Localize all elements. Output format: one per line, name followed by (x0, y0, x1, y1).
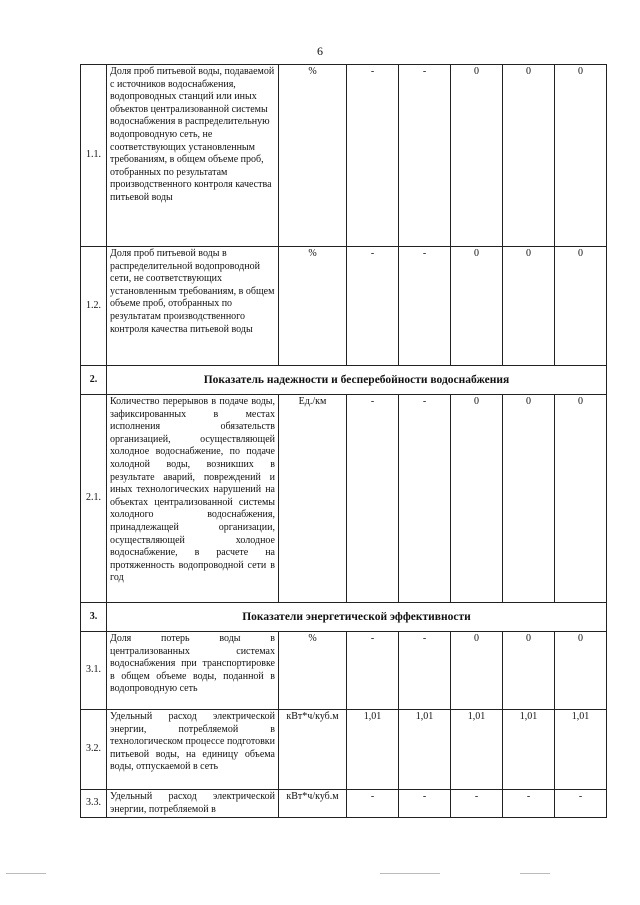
value-cell: 0 (503, 65, 555, 247)
row-number: 3.1. (81, 632, 107, 710)
row-number: 3.3. (81, 790, 107, 818)
value-cell: 1,01 (399, 710, 451, 790)
indicator-name: Количество перерывов в подаче воды, зафиксированных в местах исполнения обязательств организацией, осуществляющей холодное водоснабжение, по подаче холодной воды, возникших в результате аварий, повреждений и иных технологических нарушений на объектах централизованной системы холодного водоснабжения, принадлежащей организации, осуществляющей холодное водоснабжение, в расчете на протяженность водопроводной сети в год (107, 395, 279, 603)
section-title: Показатель надежности и бесперебойности водоснабжения (107, 366, 607, 395)
value-cell: 0 (503, 247, 555, 366)
section-row (81, 366, 607, 395)
value-cell: - (347, 790, 399, 818)
table-row (81, 710, 607, 790)
indicator-name: Доля проб питьевой воды в распределительной водопроводной сети, не соответствующих установленным требованиям, в общем объеме проб, отобранных по результатам производственного контроля качества питьевой воды (107, 247, 279, 366)
unit-cell: кВт*ч/куб.м (279, 710, 347, 790)
section-number: 3. (81, 603, 107, 632)
indicator-name: Удельный расход электрической энергии, потребляемой в (107, 790, 279, 818)
value-cell: 1,01 (451, 710, 503, 790)
value-cell: 1,01 (347, 710, 399, 790)
table-row (81, 790, 607, 818)
unit-cell: Ед./км (279, 395, 347, 603)
value-cell: 1,01 (503, 710, 555, 790)
section-title: Показатели энергетической эффективности (107, 603, 607, 632)
unit-cell: % (279, 632, 347, 710)
value-cell: 0 (555, 632, 607, 710)
table-row (81, 65, 607, 247)
table-row (81, 247, 607, 366)
table-row (81, 632, 607, 710)
value-cell: - (399, 65, 451, 247)
value-cell: - (347, 247, 399, 366)
value-cell: 0 (503, 395, 555, 603)
value-cell: 0 (503, 632, 555, 710)
scan-artifact (380, 873, 440, 874)
table-row (81, 395, 607, 603)
indicators-table (80, 64, 607, 818)
unit-cell: % (279, 65, 347, 247)
section-row (81, 603, 607, 632)
unit-cell: кВт*ч/куб.м (279, 790, 347, 818)
indicator-name: Доля потерь воды в централизованных системах водоснабжения при транспортировке в общем объеме воды, поданной в водопроводную сеть (107, 632, 279, 710)
value-cell: 0 (555, 395, 607, 603)
value-cell: - (347, 632, 399, 710)
row-number: 2.1. (81, 395, 107, 603)
unit-cell: % (279, 247, 347, 366)
value-cell: - (399, 632, 451, 710)
scan-artifact (6, 873, 46, 874)
value-cell: 1,01 (555, 710, 607, 790)
section-number: 2. (81, 366, 107, 395)
value-cell: 0 (451, 395, 503, 603)
row-number: 3.2. (81, 710, 107, 790)
value-cell: - (399, 790, 451, 818)
row-number: 1.1. (81, 65, 107, 247)
value-cell: - (399, 247, 451, 366)
indicator-name: Удельный расход электрической энергии, потребляемой в технологическом процессе подготовки питьевой воды, на единицу объема воды, отпускаемой в сеть (107, 710, 279, 790)
value-cell: - (503, 790, 555, 818)
indicator-name: Доля проб питьевой воды, подаваемой с источников водоснабжения, водопроводных станций или иных объектов централизованной системы водоснабжения в распределительную водопроводную сеть, не соответствующих установленным требованиям, в общем объеме проб, отобранных по результатам производственного контроля качества питьевой воды (107, 65, 279, 247)
value-cell: 0 (555, 247, 607, 366)
row-number: 1.2. (81, 247, 107, 366)
value-cell: 0 (555, 65, 607, 247)
value-cell: - (399, 395, 451, 603)
value-cell: - (451, 790, 503, 818)
scan-artifact (520, 873, 550, 874)
value-cell: 0 (451, 632, 503, 710)
page-number: 6 (317, 44, 323, 58)
value-cell: - (347, 65, 399, 247)
value-cell: - (347, 395, 399, 603)
value-cell: - (555, 790, 607, 818)
value-cell: 0 (451, 247, 503, 366)
value-cell: 0 (451, 65, 503, 247)
